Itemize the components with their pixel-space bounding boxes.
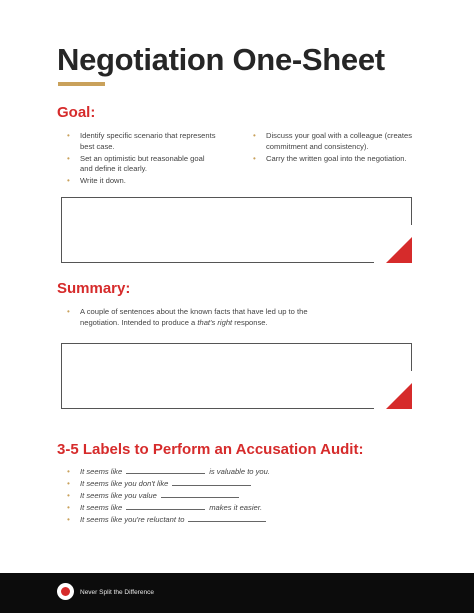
labels-list <box>67 467 367 527</box>
label-item: • It seems like makes it easier. <box>67 503 367 514</box>
label-item: • It seems like you value <box>67 491 367 502</box>
label-item: • It seems like you're reluctant to <box>67 515 367 526</box>
fill-in-blank[interactable] <box>172 480 251 486</box>
page-fold-icon <box>386 383 412 409</box>
goal-bullets-left <box>67 131 217 188</box>
page-fold-icon <box>386 237 412 263</box>
goal-bullets-right <box>253 131 423 166</box>
goal-bullet: • Identify specific scenario that represents best case. <box>67 131 217 152</box>
fill-in-blank[interactable] <box>161 492 239 498</box>
title-underline <box>58 82 105 86</box>
footer-brand-text: Never Split the Difference <box>80 589 154 596</box>
summary-bullet: • A couple of sentences about the known facts that have led up to the negotiation. Intended to produce a that's right response. <box>67 307 337 328</box>
fill-in-blank[interactable] <box>188 516 266 522</box>
labels-heading: 3-5 Labels to Perform an Accusation Audit: <box>57 441 364 458</box>
goal-bullet: • Set an optimistic but reasonable goal and define it clearly. <box>67 154 217 175</box>
footer-bar <box>0 573 474 613</box>
summary-emphasis: that's right <box>197 317 233 327</box>
goal-input-box[interactable] <box>61 197 412 263</box>
fill-in-blank[interactable] <box>126 504 205 510</box>
summary-heading: Summary: <box>57 280 131 297</box>
goal-heading: Goal: <box>57 104 96 121</box>
label-item: • It seems like you don't like <box>67 479 367 490</box>
label-item: • It seems like is valuable to you. <box>67 467 367 478</box>
fill-in-blank[interactable] <box>126 468 205 474</box>
summary-bullets <box>67 307 337 330</box>
page-title: Negotiation One-Sheet <box>57 42 385 77</box>
summary-input-box[interactable] <box>61 343 412 409</box>
goal-bullet: • Carry the written goal into the negotiation. <box>253 154 423 165</box>
goal-bullet: • Discuss your goal with a colleague (creates commitment and consistency). <box>253 131 423 152</box>
goal-bullet: • Write it down. <box>67 176 217 187</box>
brand-logo-icon <box>57 583 74 600</box>
